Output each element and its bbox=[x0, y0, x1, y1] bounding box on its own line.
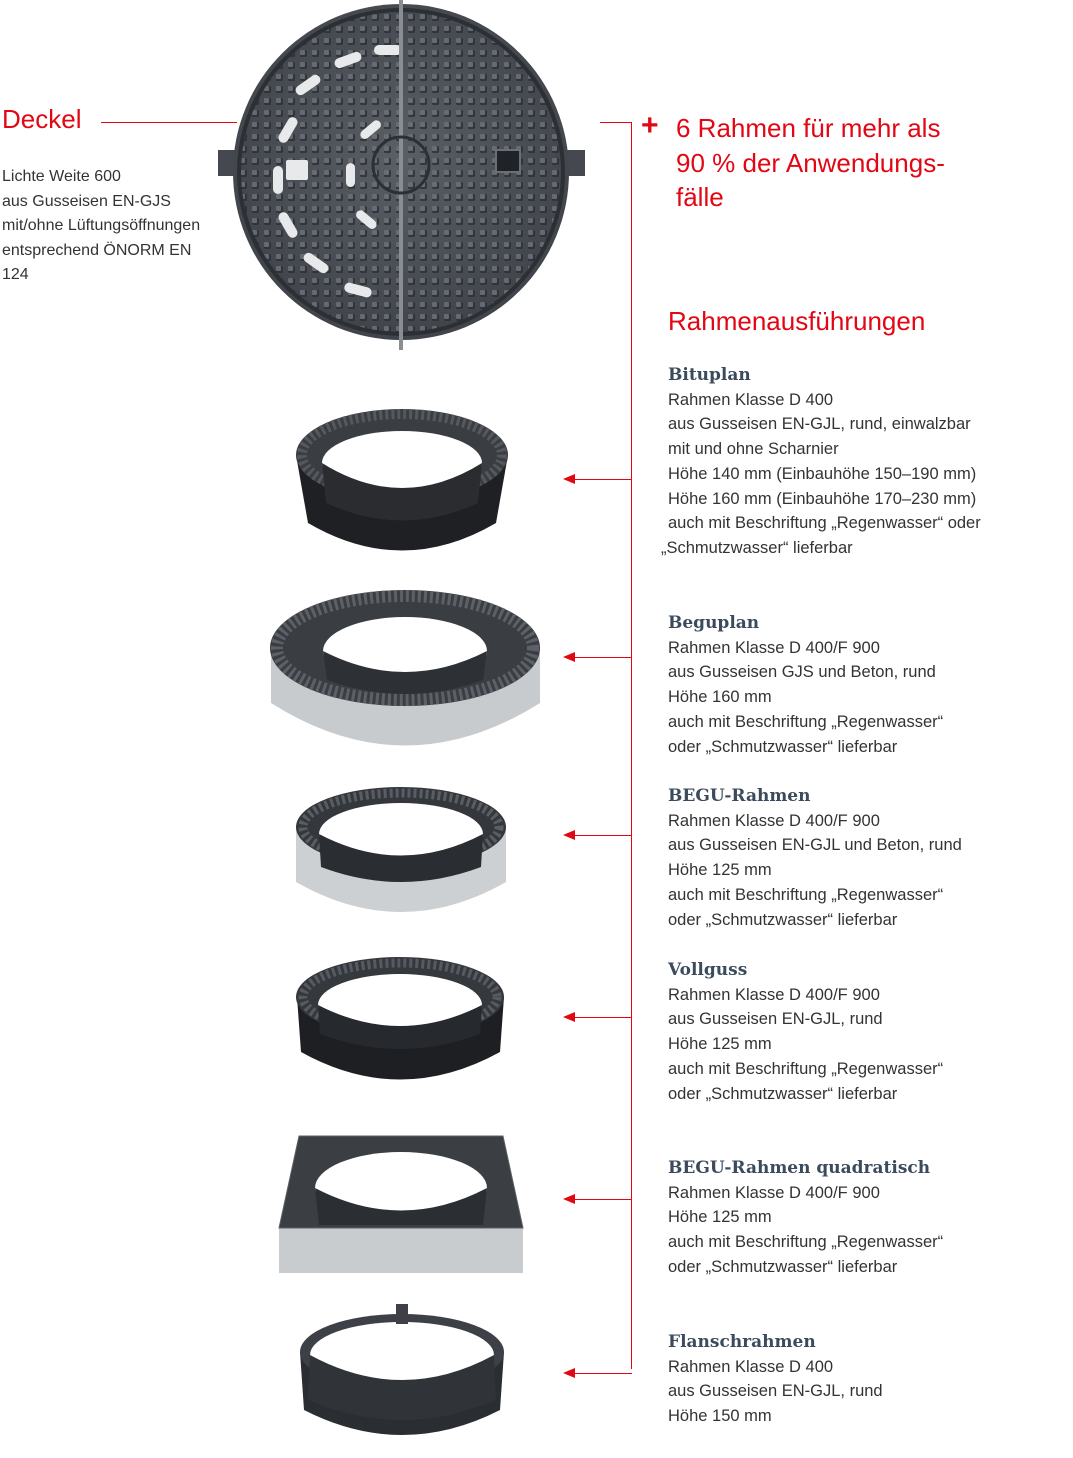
connector-vertical-line bbox=[631, 122, 632, 1369]
deckel-title: Deckel bbox=[2, 104, 82, 134]
plus-icon: + bbox=[641, 109, 659, 142]
frame-detail: auch mit Beschriftung „Regenwasser“ bbox=[668, 712, 944, 731]
frame-flanschrahmen bbox=[668, 1330, 1063, 1429]
frame-detail: Höhe 125 mm bbox=[668, 861, 772, 880]
deckel-line: mit/ohne Lüftungsöffnungen bbox=[2, 217, 201, 234]
frame-name: BEGU-Rahmen quadratisch bbox=[668, 1158, 931, 1178]
frame-name: Vollguss bbox=[668, 960, 748, 980]
begu-rahmen-quadratisch-frame-image bbox=[277, 1133, 525, 1278]
arrow-line-flanschrahmen bbox=[574, 1373, 632, 1374]
frame-vollguss bbox=[668, 958, 1063, 1106]
frame-detail: aus Gusseisen EN-GJL, rund, einwalzbar bbox=[668, 415, 971, 434]
frame-detail: auch mit Beschriftung „Regenwasser“ oder bbox=[668, 514, 981, 533]
arrow-line-quadratisch bbox=[574, 1199, 632, 1200]
frame-detail: aus Gusseisen EN-GJL, rund bbox=[668, 1010, 883, 1029]
frame-name: Beguplan bbox=[668, 613, 760, 633]
frame-detail: Höhe 160 mm bbox=[668, 688, 772, 707]
frame-detail: auch mit Beschriftung „Regenwasser“ bbox=[668, 885, 944, 904]
frame-detail: oder „Schmutzwasser“ lieferbar bbox=[668, 1257, 898, 1276]
frame-name: Flanschrahmen bbox=[668, 1332, 816, 1352]
manhole-cover-image bbox=[214, 0, 589, 350]
deckel-description bbox=[2, 165, 242, 288]
frame-detail: auch mit Beschriftung „Regenwasser“ bbox=[668, 1233, 944, 1252]
deckel-line: aus Gusseisen EN-GJS bbox=[2, 192, 171, 210]
headline-line: 90 % der Anwendungs- bbox=[676, 147, 945, 178]
frame-detail: Höhe 160 mm (Einbauhöhe 170–230 mm) bbox=[668, 489, 977, 508]
headline-line: fälle bbox=[676, 182, 724, 212]
frame-detail: Höhe 150 mm bbox=[668, 1407, 772, 1426]
flanschrahmen-frame-image bbox=[296, 1300, 508, 1450]
headline-line: 6 Rahmen für mehr als bbox=[676, 113, 941, 143]
section-title: Rahmenausführungen bbox=[668, 306, 926, 336]
frame-bituplan bbox=[661, 363, 1063, 561]
frame-beguplan bbox=[668, 611, 1063, 759]
frame-detail: aus Gusseisen EN-GJL, rund bbox=[668, 1382, 883, 1401]
arrow-line-beguplan bbox=[574, 657, 632, 658]
arrow-left-icon bbox=[563, 1194, 575, 1204]
frame-detail: Rahmen Klasse D 400/F 900 bbox=[668, 1183, 880, 1202]
deckel-line: 124 bbox=[2, 266, 29, 283]
frame-detail: aus Gusseisen GJS und Beton, rund bbox=[668, 663, 936, 682]
vollguss-frame-image bbox=[293, 952, 508, 1097]
frame-detail: Rahmen Klasse D 400 bbox=[668, 1357, 834, 1376]
frame-name: BEGU-Rahmen bbox=[668, 786, 811, 806]
arrow-line-begu-rahmen bbox=[574, 835, 632, 836]
begu-rahmen-frame-image bbox=[292, 782, 510, 927]
deckel-line: entsprechend ÖNORM EN bbox=[2, 241, 192, 259]
arrow-line-vollguss bbox=[574, 1017, 632, 1018]
frame-detail: Rahmen Klasse D 400/F 900 bbox=[668, 985, 880, 1004]
beguplan-frame-image bbox=[268, 588, 543, 758]
frame-detail: mit und ohne Scharnier bbox=[668, 440, 839, 459]
arrow-left-icon bbox=[563, 1368, 575, 1378]
arrow-left-icon bbox=[563, 474, 575, 484]
frame-detail: „Schmutzwasser“ lieferbar bbox=[661, 539, 853, 558]
arrow-line-bituplan bbox=[574, 479, 632, 480]
frame-detail: Rahmen Klasse D 400 bbox=[668, 390, 834, 409]
bituplan-frame-image bbox=[282, 403, 522, 568]
arrow-left-icon bbox=[563, 830, 575, 840]
frame-detail: Rahmen Klasse D 400/F 900 bbox=[668, 638, 880, 657]
frame-detail: Höhe 125 mm bbox=[668, 1208, 772, 1227]
frame-begu-rahmen bbox=[668, 784, 1063, 932]
arrow-left-icon bbox=[563, 1012, 575, 1022]
frame-detail: Höhe 125 mm bbox=[668, 1035, 772, 1054]
frame-detail: aus Gusseisen EN-GJL und Beton, rund bbox=[668, 836, 962, 855]
deckel-line: Lichte Weite 600 bbox=[2, 168, 121, 185]
connector-top-line bbox=[600, 122, 632, 123]
frame-detail: Höhe 140 mm (Einbauhöhe 150–190 mm) bbox=[668, 464, 977, 483]
frame-detail: auch mit Beschriftung „Regenwasser“ bbox=[668, 1059, 944, 1078]
frame-name: Bituplan bbox=[668, 365, 751, 385]
arrow-left-icon bbox=[563, 652, 575, 662]
frame-detail: oder „Schmutzwasser“ lieferbar bbox=[668, 910, 898, 929]
headline bbox=[676, 111, 945, 215]
frame-detail: oder „Schmutzwasser“ lieferbar bbox=[668, 1084, 898, 1103]
frame-begu-rahmen-quadratisch bbox=[668, 1156, 1063, 1280]
frame-detail: oder „Schmutzwasser“ lieferbar bbox=[668, 737, 898, 756]
frame-detail: Rahmen Klasse D 400/F 900 bbox=[668, 811, 880, 830]
